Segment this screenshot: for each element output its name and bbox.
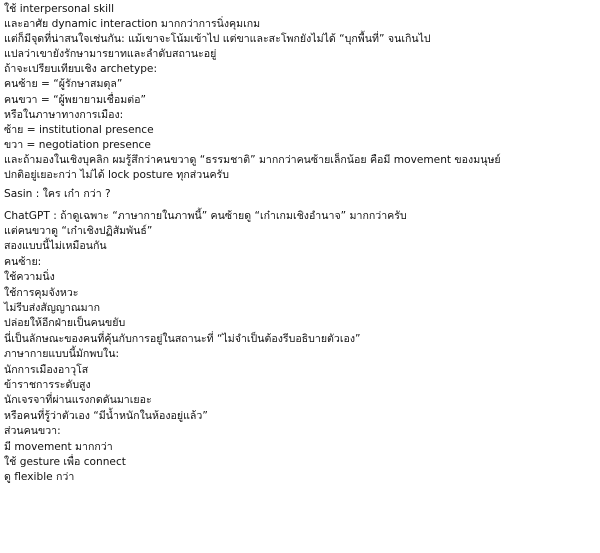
user-message: Sasin : ใคร เก๋า กว่า ? <box>4 188 111 201</box>
text-line: ขวา = negotiation presence <box>4 138 151 151</box>
text-line: ดู flexible กว่า <box>4 471 75 484</box>
text-line: และอาศัย dynamic interaction มากกว่าการนิ่งคุมเกม <box>4 18 261 31</box>
text-line: ใช้ gesture เพื่อ connect <box>4 456 126 469</box>
text-line: หรือคนที่รู้ว่าตัวเอง “มีน้ำหนักในห้องอยู่แล้ว” <box>4 409 208 422</box>
text-line: ใช้ความนิ่ง <box>4 271 55 284</box>
chat-transcript <box>4 2 596 486</box>
assistant-reply-current <box>4 224 596 486</box>
text-line: นี่เป็นลักษณะของคนที่คุ้นกับการอยู่ในสถานะที่ “ไม่จำเป็นต้องรีบอธิบายตัวเอง” <box>4 332 361 345</box>
assistant-reply-previous <box>4 2 596 183</box>
assistant-message-first-line: ChatGPT : ถ้าดูเฉพาะ “ภาษากายในภาพนี้” คนซ้ายดู “เก๋าเกมเชิงอำนาจ” มากกว่าครับ <box>4 209 407 222</box>
text-line: คนซ้าย: <box>4 255 42 268</box>
text-line: ซ้าย = institutional presence <box>4 123 154 136</box>
text-line: นักเจรจาที่ผ่านแรงกดดันมาเยอะ <box>4 394 152 407</box>
text-line: ส่วนคนขวา: <box>4 425 61 438</box>
text-line: ปล่อยให้อีกฝ่ายเป็นคนขยับ <box>4 317 126 330</box>
text-line: ใช้ interpersonal skill <box>4 3 115 15</box>
text-line: นักการเมืองอาวุโส <box>4 363 89 376</box>
text-line: ข้าราชการระดับสูง <box>4 379 91 391</box>
text-line: สองแบบนี้ไม่เหมือนกัน <box>4 240 107 253</box>
text-line: มี movement มากกว่า <box>4 440 113 453</box>
text-line: ถ้าจะเปรียบเทียบเชิง archetype: <box>4 63 158 76</box>
text-line: และถ้ามองในเชิงบุคลิก ผมรู้สึกว่าคนขวาดู “ธรรมชาติ” มากกว่าคนซ้ายเล็กน้อย คือมี movement ของมนุษย์ <box>4 153 501 166</box>
text-line: แต่คนขวาดู “เก๋าเชิงปฏิสัมพันธ์” <box>4 224 153 237</box>
text-line: คนซ้าย = “ผู้รักษาสมดุล” <box>4 78 123 91</box>
text-line: ภาษากายแบบนี้มักพบใน: <box>4 348 120 361</box>
text-line: ใช้การคุมจังหวะ <box>4 286 79 299</box>
text-line: หรือในภาษาทางการเมือง: <box>4 108 124 121</box>
text-line: แต่ก็มีจุดที่น่าสนใจเช่นกัน: แม้เขาจะโน้มเข้าไป แต่ขาและสะโพกยังไม่ได้ “บุกพื้นที่” จนเกินไป <box>4 33 431 46</box>
text-line: ปกติอยู่เยอะกว่า ไม่ได้ lock posture ทุกส่วนครับ <box>4 169 229 182</box>
text-line: แปลว่าเขายังรักษามารยาทและลำดับสถานะอยู่ <box>4 48 217 61</box>
text-line: ไม่รีบส่งสัญญาณมาก <box>4 301 101 314</box>
text-line: คนขวา = “ผู้พยายามเชื่อมต่อ” <box>4 93 146 106</box>
